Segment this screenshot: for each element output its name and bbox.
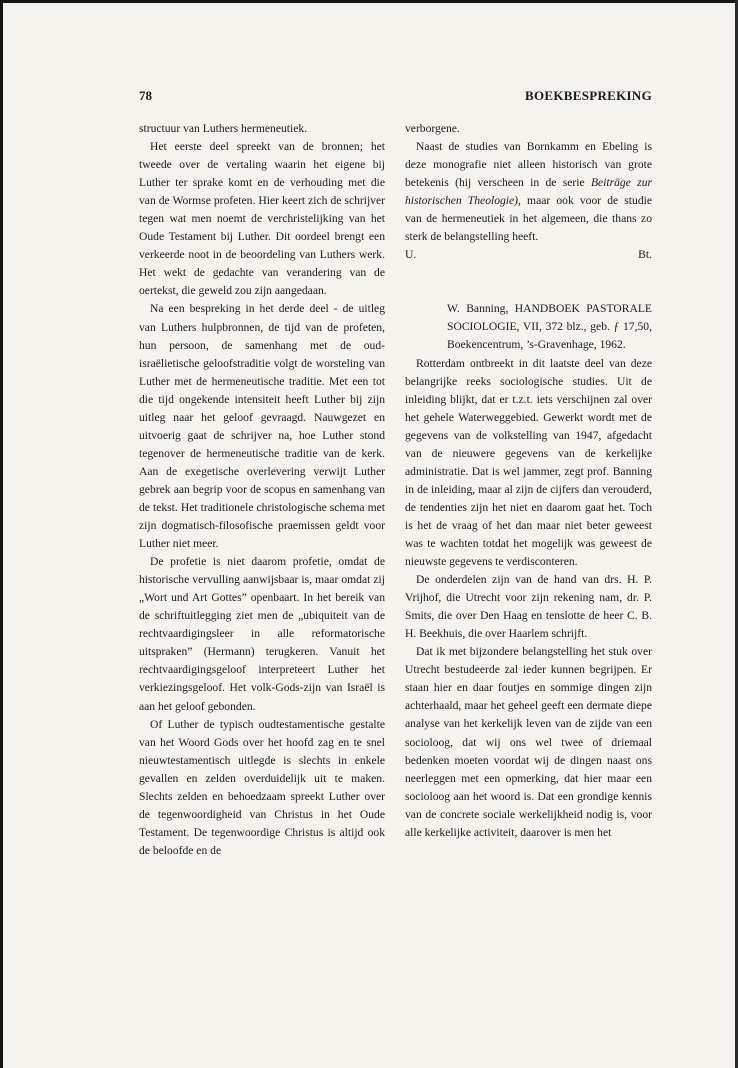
paragraph: Dat ik met bijzondere belangstelling het stuk over Utrecht bestudeerde zal ieder kunnen begrijpen. Er staan hier en daar foutjes en sommige dingen zijn achterhaald, maar het geheel geeft een dermate diepe analyse van het kerkelijk leven van de zijde van een socioloog, dat wij ons wel twee of driemaal bedenken moeten voordat wij de dingen naast ons neerleggen met een opmerking, dat hier maar een socioloog aan het woord is. Dat een grondige kennis van de concrete sociale werkelijkheid nodig is, voor alle kerkelijke activiteit, daarover is men het <box>405 645 652 839</box>
paragraph <box>405 138 652 246</box>
page-header <box>139 88 652 108</box>
signature-reviewer: Bt. <box>638 248 652 262</box>
paragraph: structuur van Luthers hermeneutiek. <box>139 122 308 135</box>
signature-initial: U. <box>405 248 417 262</box>
paragraph: De profetie is niet daarom profetie, omdat de historische vervulling aanwijsbaar is, maar omdat zij „Wort und Art Gottes” openbaart. In het bereik van de schriftuitlegging ziet men de „ubiquiteit van de rechtvaardigingsleer in alle reformatorische uitspraken” (Hermann) terugkeren. Vanuit het rechtvaardigingsgeloof interpreteert Luther het verkiezingsgeloof. Het volk-Gods-zijn van Israël is aan het geloof gebonden. <box>139 555 385 713</box>
section-spacer <box>405 264 652 300</box>
review-signature <box>405 246 652 264</box>
left-column <box>139 120 385 860</box>
paragraph: Of Luther de typisch oudtestamentische gestalte van het Woord Gods over het hoofd zag en te snel nieuwtestamentisch uitlegde is slechts in enkele gevallen en zelden overduidelijk uit te maken. Slechts zelden en behoedzaam spreekt Luther over de tegenwoordigheid van Christus in het Oude Testament. De tegenwoordige Christus is altijd ook de beloofde en de <box>139 717 385 857</box>
paragraph-text: Naast de studies van Bornkamm en Ebeling is deze monografie niet alleen historisch van grote betekenis (hij verscheen in de serie <box>405 140 652 190</box>
page-number: 78 <box>139 88 152 103</box>
paragraph: De onderdelen zijn van de hand van drs. H. P. Vrijhof, die Utrecht voor zijn rekening nam, dr. P. Smits, die over Den Haag en tenslotte de heer C. B. H. Beekhuis, die over Haarlem schrijft. <box>405 573 652 641</box>
paragraph: Het eerste deel spreekt van de bronnen; het tweede over de vertaling waarin het eigene bij Luther ter sprake komt en de verhouding met die van de Wormse profeten. Hier keert zich de schrijver tegen wat men noemt de verchristelijking van het Oude Testament bij Luther. Dit oordeel brengt een verkeerde noot in de beoordeling van Luthers werk. Het wekt de gedachte van verandering van de oertekst, die geweld zou zijn aangedaan. <box>139 140 385 298</box>
scan-edge-top <box>0 0 738 3</box>
paragraph: Rotterdam ontbreekt in dit laatste deel van deze belangrijke reeks sociologische studies. Uit de inleiding blijkt, dat er t.z.t. iets verschijnen zal over het gehele Waterweggebied. Gewerkt wordt met de gegevens van de volkstelling van 1947, afgedacht van de nieuwere gegevens van de kerkelijke administratie. Dat is wel jammer, zegt prof. Banning in de inleiding, maar al zijn de cijfers dan verouderd, de tendenties zijn het niet en daarom gaat het. Toch is het de vraag of het dan maar niet beter geweest was te wachten totdat het mogelijk was geweest de nieuwste gegevens te verdisconteren. <box>405 356 652 569</box>
scan-edge-left <box>0 0 3 1068</box>
series-title: Beiträge zur historischen Theologie), <box>405 176 653 208</box>
paragraph: Na een bespreking in het derde deel - de uitleg van Luthers hulpbronnen, de tijd van de profeten, hun persoon, de samenhang met de oud-israëlietische geloofstraditie volgt de worsteling van Luther met de hermeneutische traditie. Met een tot die tijd ongekende intensiteit heeft Luther bij zijn uitleg naar het geloof gevraagd. Nauwgezet en uitvoerig gaat de schrijver na, hoe Luther stond tegenover de hermeneutische traditie van de kerk. Aan de exegetische overlevering verwijt Luther gebrek aan begrip voor de scopus en samenhang van de tekst. Het traditionele christologische schema met zijn dogmatisch-filosofische praemissen geldt voor Luther niet meer. <box>139 302 385 551</box>
running-head: BOEKBESPREKING <box>524 88 652 103</box>
paragraph-text: maar ook voor de studie van de hermeneutiek in het algemeen, die thans zo sterk de belangstelling heeft. <box>405 194 652 244</box>
right-column <box>405 120 652 842</box>
review-heading: W. Banning, HANDBOEK PASTORALE SOCIOLOGIE, VII, 372 blz., geb. ƒ 17,50, Boekencentrum, ’s-Gravenhage, 1962. <box>447 302 652 352</box>
paragraph-continuation: verborgene. <box>405 122 460 135</box>
